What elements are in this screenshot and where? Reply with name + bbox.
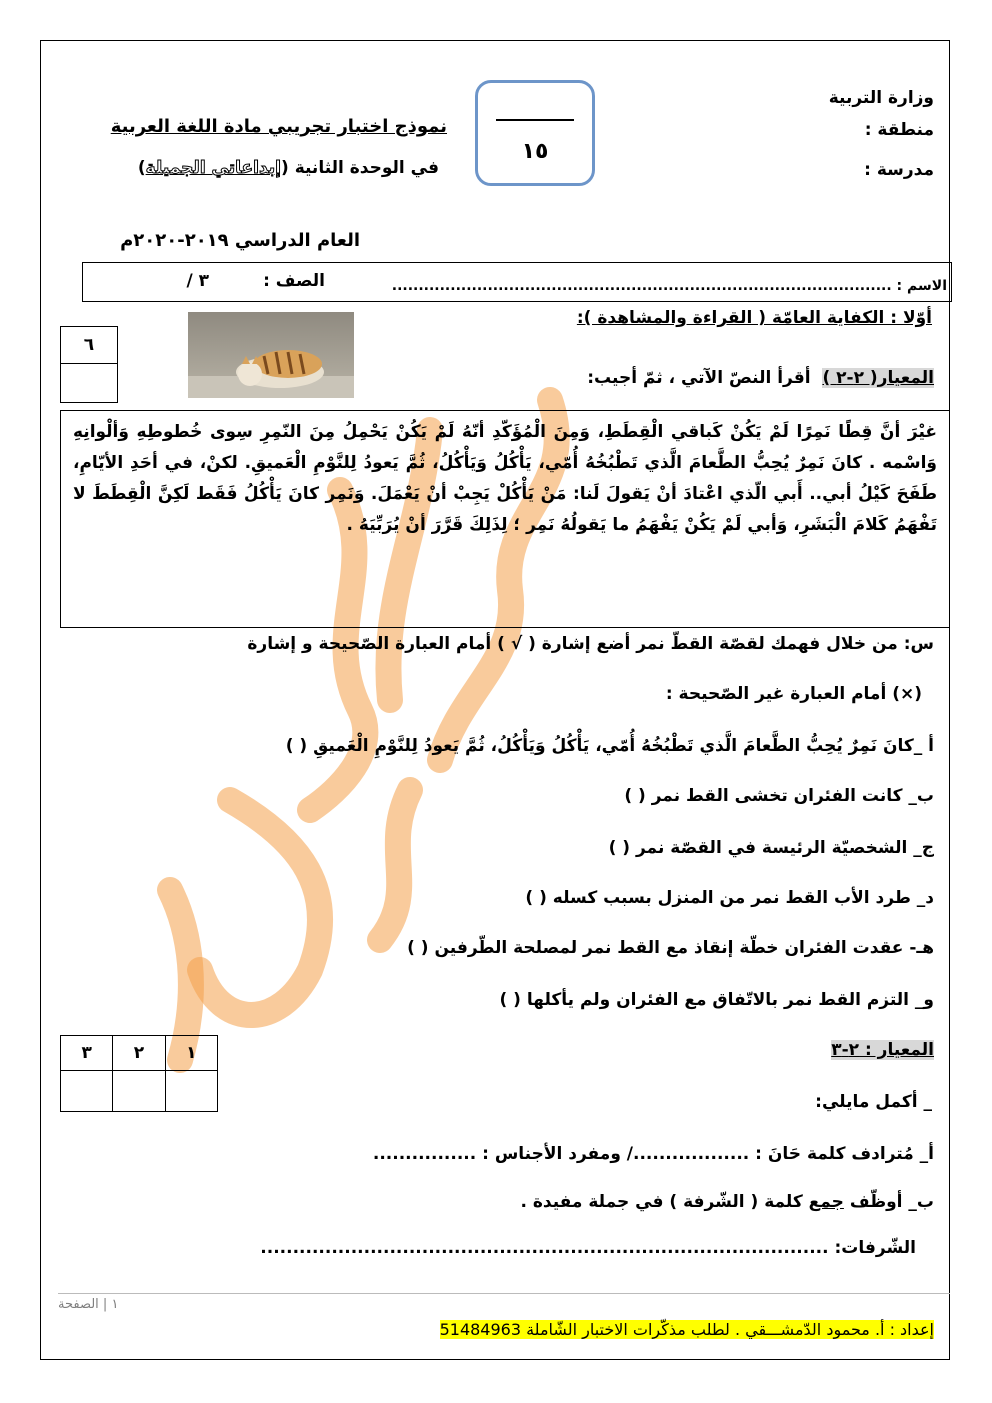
section2-score-input-2[interactable]: [113, 1071, 165, 1112]
section1-score-input[interactable]: [61, 364, 118, 403]
exam-unit: [138, 158, 439, 178]
criterion-2-2-label: المعيار( ٢-٢ ): [822, 368, 934, 388]
question1-prompt-line2: (×) أمام العبارة غير الصّحيحة :: [665, 684, 922, 704]
footer-credit: إعداد : أ. محمود الدّمشـــقي . لطلب مذكّرات الاختبار الشّاملة 51484963: [439, 1320, 934, 1339]
question1-item-a[interactable]: أ _كانَ نَمِرٌ يُحِبُّ الطَّعامَ الَّذي تَطْبُخُهُ أُمّي، يَأْكُلُ وَيَأْكُلُ، ثُمَّ يَعودُ لِلنَّوْمِ الْعَميقِ ( ): [285, 736, 934, 756]
total-score-box: [475, 80, 595, 186]
section2-score-2: ٢: [113, 1036, 165, 1071]
exam-title: نموذج اختبار تجريبي مادة اللغة العربية: [110, 116, 447, 137]
class-label: الصف :: [263, 271, 325, 291]
class-value[interactable]: ٣ /: [186, 271, 209, 291]
question1-item-e[interactable]: هـ- عقدت الفئران خطّة إنقاذ مع القط نمر لمصلحة الطّرفين ( ): [407, 938, 934, 958]
section2-score-3: ٣: [61, 1036, 113, 1071]
cat-illustration: [188, 312, 354, 398]
sleeping-cat-image: [188, 312, 354, 398]
question1-item-d[interactable]: د_ طرد الأب القط نمر من المنزل بسبب كسله ( ): [525, 888, 934, 908]
question1-item-c[interactable]: ج_ الشخصيّة الرئيسة في القصّة نمر ( ): [608, 838, 934, 858]
section1-score-table: [60, 326, 118, 403]
student-info-bar: [82, 262, 952, 302]
student-name-field[interactable]: الاسم : ..............................................................................................: [391, 278, 947, 294]
page-number: ١ | الصفحة: [58, 1297, 119, 1312]
section2-answer-line[interactable]: الشّرفات: ........................................................................................: [260, 1238, 916, 1258]
total-score: ١٥: [521, 139, 549, 164]
criterion-2-2-instruction: أقرأ النصّ الآتي ، ثمّ أجيب:: [587, 368, 811, 388]
section2-item-b-word: جمع: [808, 1192, 844, 1212]
school-label: مدرسة :: [864, 160, 934, 180]
passage-text: غيْرَ أنَّ قِطًا نَمِرًا لَمْ يَكُنْ كَباقي الْقِطَطِ، وَمِنَ الْمُؤَكّدِ أنّهُ لَمْ يَكُنْ يَحْمِلُ مِنَ النّمِرِ سِوى خُطوطِهِ وَألْوانِهِ وَاسْمه . كانَ نَمِرٌ يُحِبُّ الطَّعامَ الَّذي تَطْبُخُهُ أُمّي، يَأْكُلُ وَيَأْكُلُ، ثُمَّ يَعودُ لِلنَّوْمِ الْعَميقِ. لكنْ، في أحَدِ الأيّامِ، طَفَحَ كَيْلُ أبي.. أَبي الّذي اعْتادَ أنْ يَقولَ لَنا: مَنْ يَأْكُلْ يَجِبْ أنْ يَعْمَلَ. وَنَمِر كانَ يَأْكُلُ فَقَط لَكِنَّ الْقِطَطَ لا تَفْهَمُ كَلامَ الْبَشَرِ، وَأبي لَمْ يَكُنْ يَفْهَمُ ما يَقولُهُ نَمِر ؛ لِذَلِكَ قَرَّرَ أنْ يُرَبِّيَهُ .: [73, 422, 937, 535]
region-label: منطقة :: [864, 120, 934, 140]
section2-score-input-1[interactable]: [165, 1071, 217, 1112]
section2-score-1: ١: [165, 1036, 217, 1071]
exam-unit-prefix: في الوحدة الثانية (: [281, 158, 439, 178]
ministry-label: وزارة التربية: [828, 88, 934, 108]
question1-item-f[interactable]: و_ التزم القط نمر بالاتّفاق مع الفئران ولم يأكلها ( ): [499, 990, 934, 1010]
exam-unit-name: إبداعاتي الجميلة: [145, 158, 281, 178]
section2-item-a[interactable]: أ_ مُترادف كلمة حَانَ : ................../ ومفرد الأجناس : ................: [372, 1144, 934, 1164]
question1-prompt-line1: س: من خلال فهمك لقصّة القطّ نمر أضع إشارة ( √ ) أمام العبارة الصّحيحة و إشارة: [247, 634, 934, 654]
exam-unit-suffix: ): [137, 158, 146, 178]
section2-score-table: [60, 1035, 218, 1112]
footer-divider: [58, 1293, 950, 1294]
criterion-2-2: [587, 368, 934, 388]
school-year: العام الدراسي ٢٠١٩-٢٠٢٠م: [120, 230, 360, 251]
criterion-2-3: المعيار : ٢-٣: [831, 1040, 934, 1060]
section2-item-b: [520, 1192, 934, 1212]
section2-score-input-3[interactable]: [61, 1071, 113, 1112]
section1-score-max: ٦: [61, 327, 118, 364]
question1-item-b[interactable]: ب_ كانت الفئران تخشى القط نمر ( ): [624, 786, 934, 806]
section2-item-b-suffix: كلمة ( الشّرفة ) في جملة مفيدة .: [520, 1192, 809, 1212]
reading-passage: [60, 410, 950, 628]
section1-title: أوّلا : الكفاية العامّة ( القراءة والمشاهدة ):: [576, 308, 932, 328]
section2-instruction: _ أكمل مايلي:: [815, 1092, 932, 1112]
score-divider: [496, 119, 574, 121]
section2-item-b-prefix: ب_ أوظّف: [843, 1192, 934, 1212]
